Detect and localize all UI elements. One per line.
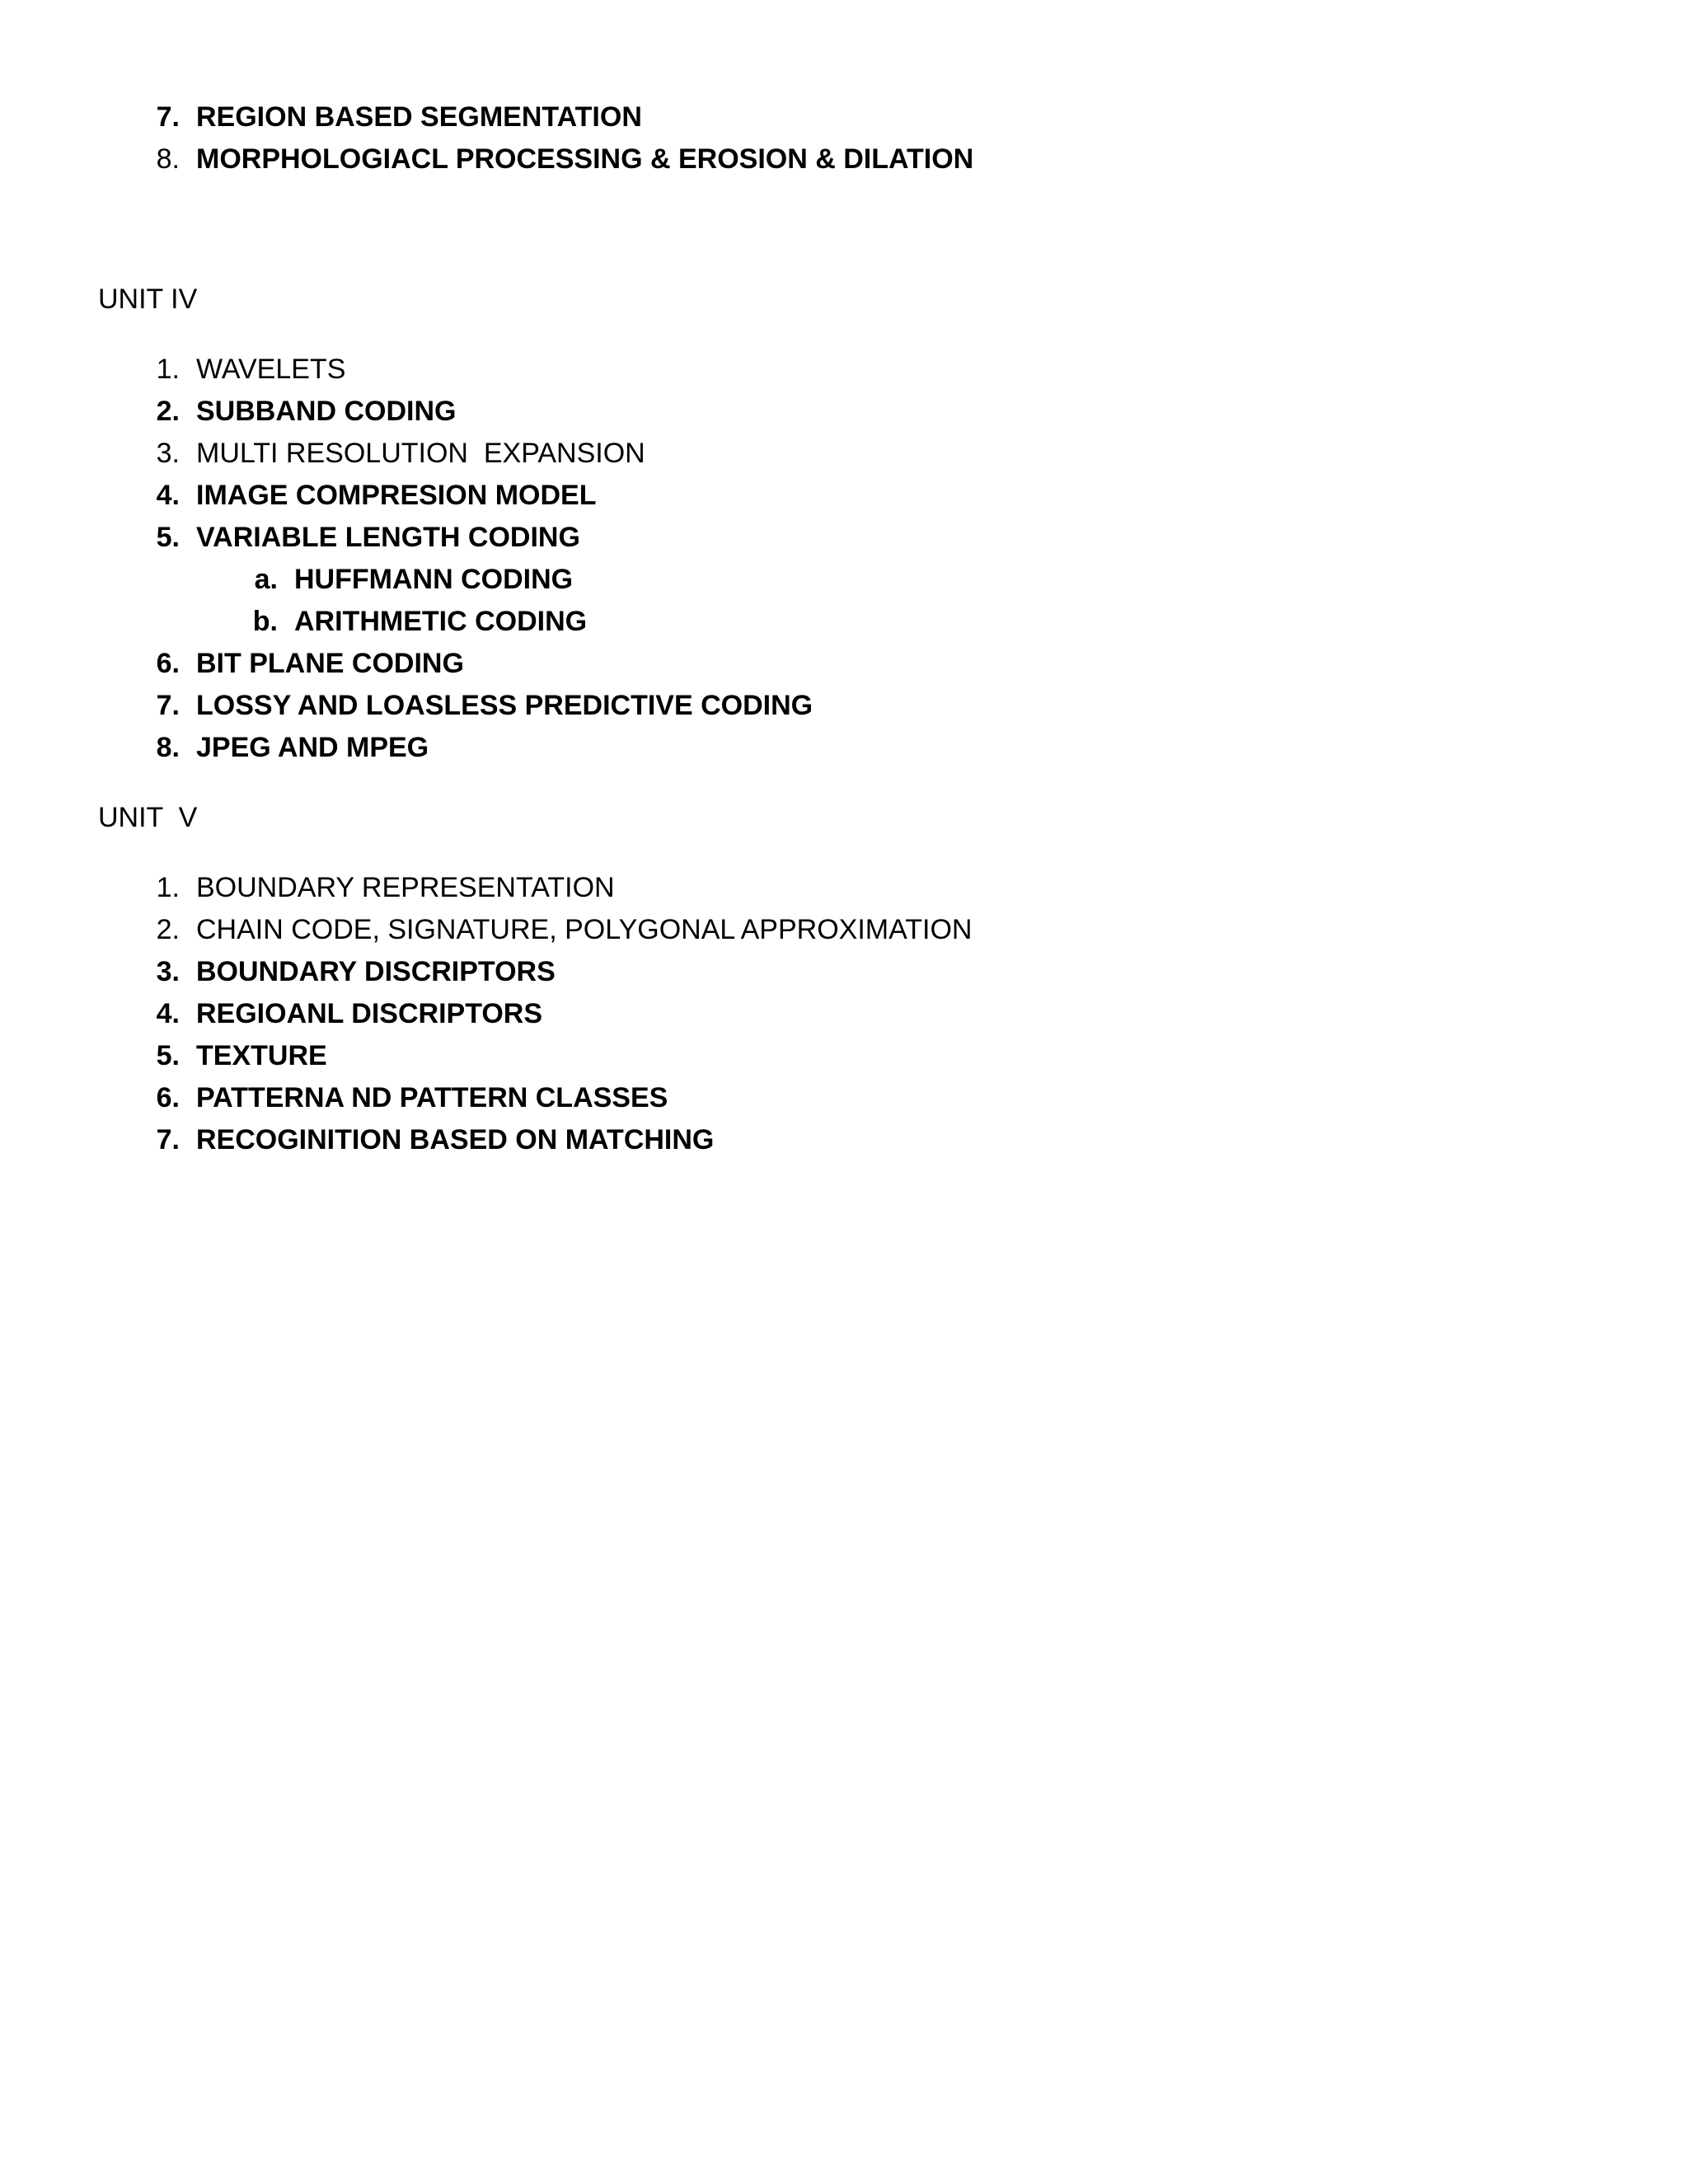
list-text: REGION BASED SEGMENTATION <box>196 101 642 133</box>
list-text: REGIOANL DISCRIPTORS <box>196 998 543 1029</box>
list-number: 5. <box>156 522 180 553</box>
list-number: 3. <box>156 438 180 469</box>
unit-4-heading: UNIT IV <box>98 284 198 315</box>
list-text: MORPHOLOGIACL PROCESSING & EROSION & DILATION <box>196 143 974 175</box>
list-text: JPEG AND MPEG <box>196 732 429 763</box>
list-number: 1. <box>156 872 180 903</box>
unit-5-item-7 <box>147 1123 715 1222</box>
list-item-top-8 <box>147 143 974 241</box>
list-text: BOUNDARY DISCRIPTORS <box>196 956 556 987</box>
list-number: 7. <box>156 690 180 721</box>
list-number: 2. <box>156 914 180 945</box>
unit-5-heading: UNIT V <box>98 802 198 833</box>
list-number: 4. <box>156 998 180 1029</box>
list-text: ARITHMETIC CODING <box>294 606 588 637</box>
list-number: 5. <box>156 1040 180 1071</box>
list-text: HUFFMANN CODING <box>294 564 574 595</box>
list-text: PATTERNA ND PATTERN CLASSES <box>196 1082 668 1113</box>
list-number: 8. <box>156 732 180 763</box>
list-number: 7. <box>156 1124 180 1155</box>
list-letter: b. <box>252 606 278 637</box>
list-text: LOSSY AND LOASLESS PREDICTIVE CODING <box>196 690 814 721</box>
list-text: WAVELETS <box>196 354 346 385</box>
list-text: CHAIN CODE, SIGNATURE, POLYGONAL APPROXIMATION <box>196 914 973 945</box>
list-text: IMAGE COMPRESION MODEL <box>196 480 597 511</box>
list-text: BOUNDARY REPRESENTATION <box>196 872 615 903</box>
list-number: 8. <box>156 143 180 175</box>
list-letter: a. <box>254 564 278 595</box>
list-number: 3. <box>156 956 180 987</box>
list-text: RECOGINITION BASED ON MATCHING <box>196 1124 715 1155</box>
list-number: 6. <box>156 648 180 679</box>
list-number: 7. <box>156 101 180 133</box>
list-number: 1. <box>156 354 180 385</box>
list-text: BIT PLANE CODING <box>196 648 464 679</box>
list-text: MULTI RESOLUTION EXPANSION <box>196 438 645 469</box>
list-number: 2. <box>156 396 180 427</box>
list-number: 4. <box>156 480 180 511</box>
list-text: VARIABLE LENGTH CODING <box>196 522 580 553</box>
list-number: 6. <box>156 1082 180 1113</box>
list-text: SUBBAND CODING <box>196 396 457 427</box>
list-text: TEXTURE <box>196 1040 327 1071</box>
